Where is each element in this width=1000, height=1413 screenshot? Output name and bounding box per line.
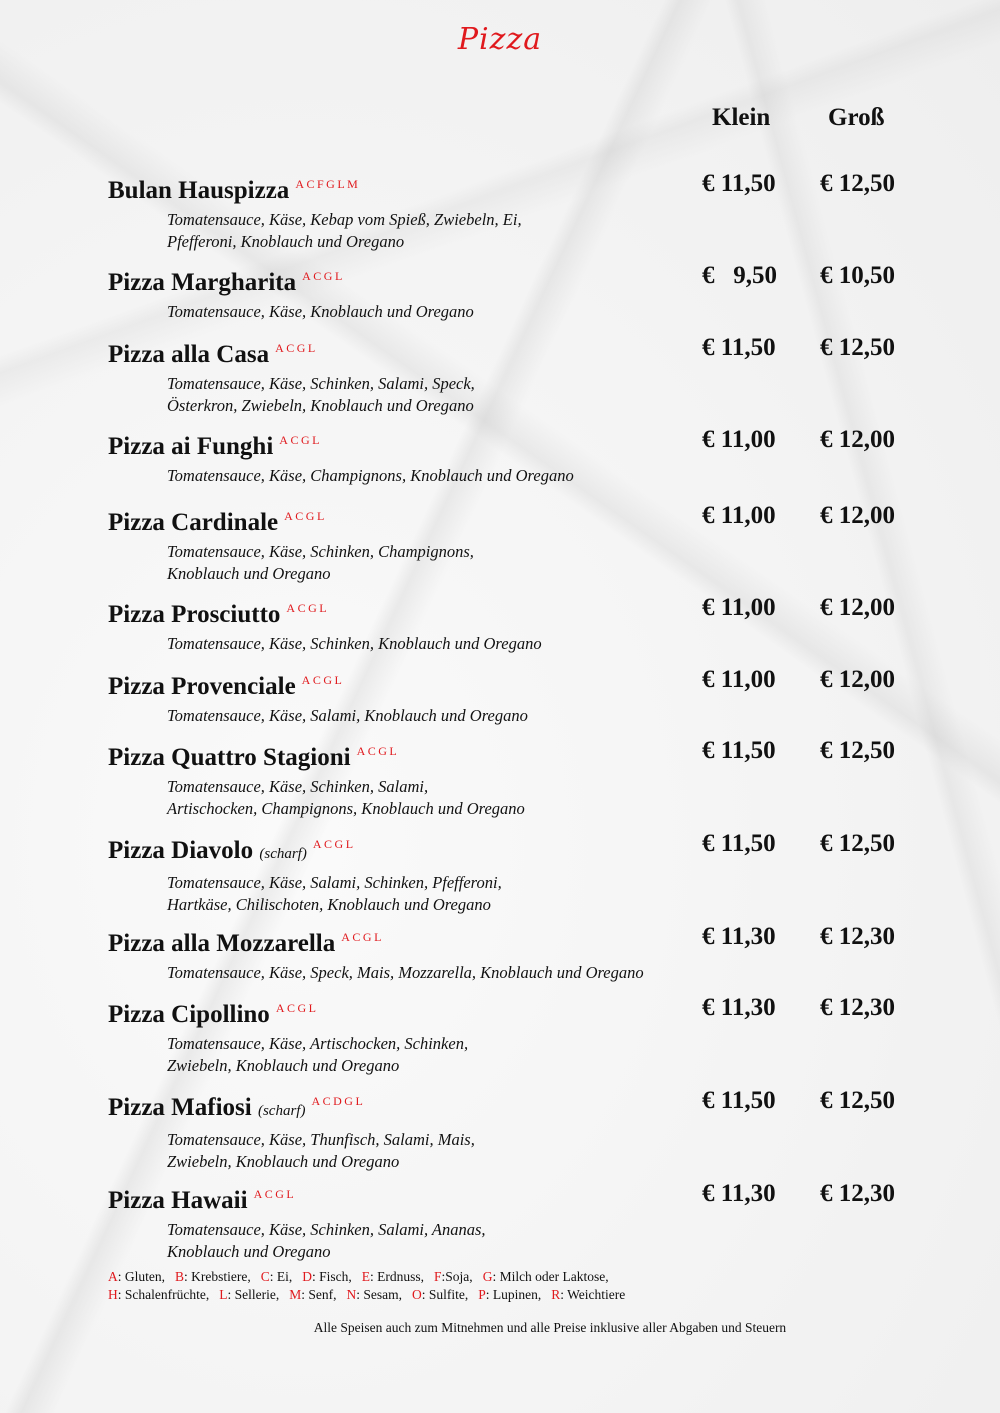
item-allergens: ACGL bbox=[284, 509, 327, 523]
item-description: Tomatensauce, Käse, Speck, Mais, Mozzarella, Knoblauch und Oregano bbox=[167, 963, 644, 982]
price-small: € 11,50 bbox=[702, 830, 776, 857]
item-name-line bbox=[108, 334, 908, 369]
price-large: € 12,50 bbox=[820, 830, 895, 857]
item-name-line bbox=[108, 1180, 908, 1215]
item-name-line bbox=[108, 830, 908, 868]
menu-item bbox=[108, 666, 908, 727]
allergen-label: : Sulfite, bbox=[421, 1286, 469, 1302]
price-small: € 11,50 bbox=[702, 334, 776, 361]
item-description: Pfefferoni, Knoblauch und Oregano bbox=[167, 231, 405, 251]
allergen-label: : Sellerie, bbox=[227, 1286, 280, 1302]
allergen-entry bbox=[289, 1287, 336, 1302]
item-allergens: ACGL bbox=[279, 433, 322, 447]
price-large: € 12,50 bbox=[820, 1087, 895, 1114]
item-name: Bulan Hauspizza bbox=[108, 177, 290, 204]
allergen-legend bbox=[108, 1268, 635, 1303]
menu-item bbox=[108, 426, 908, 487]
price-large: € 12,00 bbox=[820, 594, 895, 621]
price-small: € 11,30 bbox=[702, 923, 776, 950]
item-description: Tomatensauce, Käse, Thunfisch, Salami, Mais, bbox=[167, 1130, 475, 1149]
item-name-line bbox=[108, 737, 908, 772]
item-allergens: ACGL bbox=[286, 601, 330, 615]
item-description: Tomatensauce, Käse, Champignons, Knoblauch und Oregano bbox=[167, 466, 574, 485]
allergen-code: P bbox=[478, 1286, 486, 1302]
allergen-entry bbox=[412, 1287, 468, 1302]
item-description: Zwiebeln, Knoblauch und Oregano bbox=[167, 1151, 400, 1171]
allergen-entry bbox=[108, 1269, 165, 1284]
item-name-line bbox=[108, 262, 908, 297]
item-name-line bbox=[108, 1087, 908, 1125]
column-header-small: Klein bbox=[712, 104, 771, 131]
item-allergens: ACGL bbox=[341, 930, 384, 944]
allergen-label: : Milch oder Laktose, bbox=[492, 1269, 609, 1284]
allergen-entry bbox=[483, 1269, 609, 1284]
allergen-code: F bbox=[434, 1269, 442, 1284]
allergen-label: : Senf, bbox=[301, 1286, 337, 1302]
item-allergens: ACGL bbox=[302, 269, 345, 283]
allergen-code: D bbox=[302, 1269, 313, 1284]
allergen-code: O bbox=[411, 1286, 422, 1302]
price-small: € 11,30 bbox=[702, 994, 776, 1021]
item-name: Pizza ai Funghi bbox=[108, 433, 274, 460]
allergen-label: : Ei, bbox=[269, 1269, 293, 1284]
item-name: Pizza Cipollino bbox=[108, 1001, 270, 1028]
item-description: Tomatensauce, Käse, Schinken, Salami, bbox=[167, 777, 429, 796]
allergen-entry bbox=[434, 1269, 473, 1284]
item-description: Knoblauch und Oregano bbox=[167, 563, 331, 583]
item-allergens: ACFGLM bbox=[295, 177, 361, 191]
price-large: € 12,50 bbox=[820, 737, 895, 764]
menu-item bbox=[108, 262, 908, 323]
menu-item bbox=[108, 830, 908, 915]
allergen-entry bbox=[346, 1287, 402, 1302]
item-description: Tomatensauce, Käse, Schinken, Salami, Speck, bbox=[167, 374, 475, 393]
item-name-line bbox=[108, 923, 908, 958]
allergen-code: L bbox=[219, 1286, 228, 1302]
menu-item bbox=[108, 1087, 908, 1172]
allergen-label: : Sesam, bbox=[356, 1286, 402, 1302]
allergen-entry bbox=[175, 1269, 251, 1284]
item-name: Pizza Cardinale bbox=[108, 509, 279, 536]
item-name-line bbox=[108, 426, 908, 461]
item-name-line bbox=[108, 594, 908, 629]
menu-item bbox=[108, 170, 908, 252]
item-name: Pizza Diavolo bbox=[108, 837, 254, 864]
item-name: Pizza alla Mozzarella bbox=[108, 930, 336, 957]
price-large: € 12,30 bbox=[820, 1180, 895, 1207]
item-allergens: ACDGL bbox=[311, 1094, 366, 1108]
menu-item bbox=[108, 923, 908, 984]
price-small: € 11,00 bbox=[702, 426, 776, 453]
item-name: Pizza Quattro Stagioni bbox=[108, 744, 351, 771]
price-large: € 12,50 bbox=[820, 170, 895, 197]
allergen-label: : Krebstiere, bbox=[184, 1269, 251, 1284]
item-name: Pizza Provenciale bbox=[108, 673, 296, 700]
page-title: Pizza bbox=[457, 22, 543, 57]
allergen-entry bbox=[551, 1287, 625, 1302]
allergen-entry bbox=[261, 1269, 293, 1284]
item-allergens: ACGL bbox=[301, 673, 345, 687]
item-allergens: ACGL bbox=[253, 1187, 297, 1201]
item-name: Pizza Hawaii bbox=[108, 1187, 248, 1214]
menu-item bbox=[108, 1180, 908, 1262]
allergen-legend-line bbox=[108, 1268, 635, 1286]
item-description: Tomatensauce, Käse, Kebap vom Spieß, Zwiebeln, Ei, bbox=[167, 210, 522, 229]
allergen-legend-line bbox=[108, 1286, 635, 1304]
footer-note: Alle Speisen auch zum Mitnehmen und alle Preise inklusive aller Abgaben und Steuern bbox=[313, 1320, 787, 1335]
price-large: € 10,50 bbox=[820, 262, 895, 289]
item-allergens: ACGL bbox=[356, 744, 400, 758]
item-description: Artischocken, Champignons, Knoblauch und Oregano bbox=[167, 798, 525, 818]
allergen-label: : Weichtiere bbox=[560, 1286, 626, 1302]
allergen-entry bbox=[478, 1287, 541, 1302]
price-large: € 12,30 bbox=[820, 994, 895, 1021]
item-description: Zwiebeln, Knoblauch und Oregano bbox=[167, 1055, 400, 1075]
item-description: Tomatensauce, Käse, Salami, Schinken, Pfefferoni, bbox=[167, 873, 502, 892]
allergen-code: R bbox=[551, 1286, 561, 1302]
allergen-label: :Soja, bbox=[441, 1269, 473, 1284]
item-name-line bbox=[108, 170, 908, 205]
column-header-large: Groß bbox=[828, 104, 885, 131]
allergen-label: : Schalenfrüchte, bbox=[117, 1286, 210, 1302]
item-spicy-note: (scharf) bbox=[259, 846, 307, 862]
allergen-code: G bbox=[482, 1269, 493, 1284]
allergen-entry bbox=[219, 1287, 279, 1302]
item-allergens: ACGL bbox=[275, 341, 318, 355]
allergen-code: M bbox=[289, 1286, 302, 1302]
item-description: Tomatensauce, Käse, Schinken, Salami, Ananas, bbox=[167, 1220, 486, 1239]
price-small: € 11,50 bbox=[702, 1087, 776, 1114]
allergen-code: A bbox=[108, 1269, 118, 1284]
price-small: € 11,30 bbox=[702, 1180, 776, 1207]
allergen-label: : Gluten, bbox=[117, 1269, 165, 1284]
allergen-label: : Fisch, bbox=[312, 1269, 352, 1284]
item-name: Pizza alla Casa bbox=[108, 341, 270, 368]
item-description: Knoblauch und Oregano bbox=[167, 1241, 331, 1261]
allergen-code: N bbox=[346, 1286, 357, 1302]
allergen-code: B bbox=[175, 1269, 185, 1284]
allergen-entry bbox=[108, 1287, 209, 1302]
price-small: € 11,50 bbox=[702, 737, 776, 764]
item-name: Pizza Margharita bbox=[108, 269, 297, 296]
price-small: € 11,50 bbox=[702, 170, 776, 197]
allergen-label: : Lupinen, bbox=[485, 1286, 542, 1302]
price-small: € 9,50 bbox=[702, 262, 777, 289]
item-spicy-note: (scharf) bbox=[257, 1103, 306, 1119]
item-name: Pizza Prosciutto bbox=[108, 601, 281, 628]
menu-item bbox=[108, 594, 908, 655]
item-name-line bbox=[108, 994, 908, 1029]
item-description: Tomatensauce, Käse, Salami, Knoblauch und Oregano bbox=[167, 706, 528, 725]
item-description: Tomatensauce, Käse, Schinken, Champignons, bbox=[167, 542, 474, 561]
item-allergens: ACGL bbox=[275, 1001, 319, 1015]
item-description: Tomatensauce, Käse, Artischocken, Schinken, bbox=[167, 1034, 469, 1053]
item-name-line bbox=[108, 502, 908, 537]
price-large: € 12,00 bbox=[820, 666, 895, 693]
item-description: Hartkäse, Chilischoten, Knoblauch und Oregano bbox=[167, 894, 491, 914]
price-large: € 12,30 bbox=[820, 923, 895, 950]
allergen-code: E bbox=[361, 1269, 371, 1284]
item-allergens: ACGL bbox=[312, 837, 356, 851]
price-small: € 11,00 bbox=[702, 666, 776, 693]
item-description: Österkron, Zwiebeln, Knoblauch und Oregano bbox=[167, 395, 474, 415]
allergen-entry bbox=[362, 1269, 424, 1284]
item-description: Tomatensauce, Käse, Knoblauch und Oregano bbox=[167, 302, 474, 321]
menu-item bbox=[108, 994, 908, 1076]
allergen-entry bbox=[302, 1269, 352, 1284]
price-small: € 11,00 bbox=[702, 502, 776, 529]
allergen-code: H bbox=[108, 1286, 118, 1302]
price-large: € 12,50 bbox=[820, 334, 895, 361]
price-small: € 11,00 bbox=[702, 594, 776, 621]
price-large: € 12,00 bbox=[820, 426, 895, 453]
item-name: Pizza Mafiosi bbox=[108, 1094, 252, 1121]
item-name-line bbox=[108, 666, 908, 701]
allergen-code: C bbox=[260, 1269, 270, 1284]
menu-item bbox=[108, 737, 908, 819]
item-description: Tomatensauce, Käse, Schinken, Knoblauch und Oregano bbox=[167, 634, 542, 653]
price-large: € 12,00 bbox=[820, 502, 895, 529]
allergen-label: : Erdnuss, bbox=[370, 1269, 425, 1284]
menu-item bbox=[108, 334, 908, 416]
menu-item bbox=[108, 502, 908, 584]
